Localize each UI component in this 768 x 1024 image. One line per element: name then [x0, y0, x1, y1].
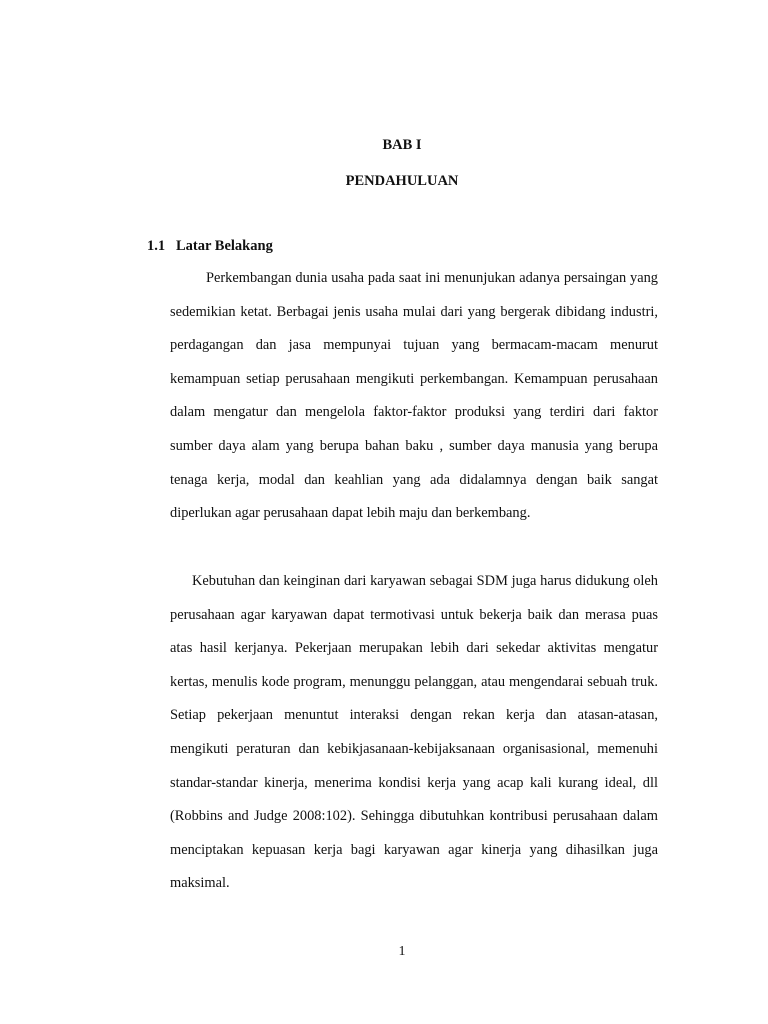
section-heading: 1.1 Latar Belakang: [147, 238, 273, 254]
page-number: 1: [398, 944, 406, 959]
chapter-title: PENDAHULUAN: [345, 173, 459, 189]
body-paragraph: Perkembangan dunia usaha pada saat ini menunjukan adanya persaingan yang sedemikian ketat. Berbagai jenis usaha mulai dari yang bergerak dibidang industri, perdagangan dan jasa mempunyai tujuan yang bermacam-macam menurut kemampuan setiap perusahaan mengikuti perkembangan. Kemampuan perusahaan dalam mengatur dan mengelola faktor-faktor produksi yang terdiri dari faktor sumber daya alam yang berupa bahan baku , sumber daya manusia yang berupa tenaga kerja, modal dan keahlian yang ada didalamnya dengan baik sangat diperlukan agar perusahaan dapat lebih maju dan berkembang.: [170, 270, 658, 522]
body-paragraph: Kebutuhan dan keinginan dari karyawan sebagai SDM juga harus didukung oleh perusahaan agar karyawan dapat termotivasi untuk bekerja baik dan merasa puas atas hasil kerjanya. Pekerjaan merupakan lebih dari sekedar aktivitas mengatur kertas, menulis kode program, menunggu pelanggan, atau mengendarai sebuah truk. Setiap pekerjaan menuntut interaksi dengan rekan kerja dan atasan-atasan, mengikuti peraturan dan kebikjasanaan-kebijaksanaan organisasional, memenuhi standar-standar kinerja, menerima kondisi kerja yang acap kali kurang ideal, dll (Robbins and Judge 2008:102). Sehingga dibutuhkan kontribusi perusahaan dalam menciptakan kepuasan kerja bagi karyawan agar kinerja yang dihasilkan juga maksimal.: [170, 573, 658, 892]
chapter-heading: BAB I: [382, 137, 422, 153]
